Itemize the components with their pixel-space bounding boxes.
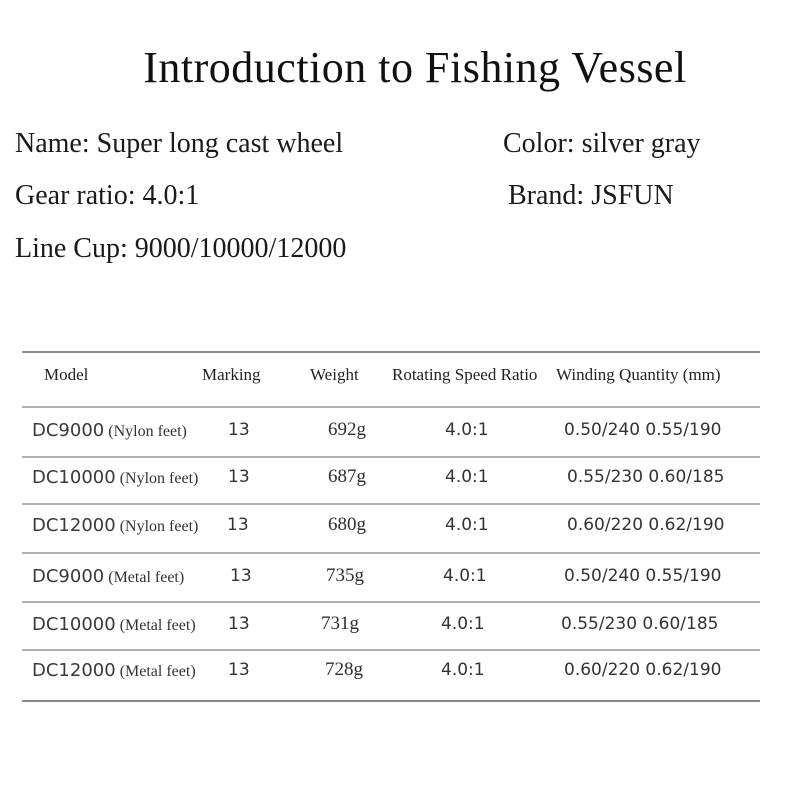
header-model: Model	[44, 365, 89, 384]
model-code: DC12000	[32, 660, 116, 681]
header-winding-quantity: Winding Quantity (mm)	[556, 365, 721, 384]
info-line-cup-label: Line Cup:	[15, 233, 128, 264]
table-cell-winding: 0.50/240 0.55/190	[564, 420, 722, 440]
info-brand-label: Brand:	[508, 180, 585, 211]
table-cell-winding: 0.60/220 0.62/190	[567, 515, 725, 535]
table-cell-winding: 0.60/220 0.62/190	[564, 660, 722, 680]
table-cell-ratio: 4.0:1	[445, 467, 489, 487]
table-cell-marking: 13	[228, 467, 250, 487]
table-cell-model	[32, 614, 196, 635]
table-cell-model	[32, 515, 198, 536]
table-cell-weight: 692g	[328, 419, 366, 440]
info-color-label: Color:	[503, 128, 575, 159]
model-feet-type: (Nylon feet)	[119, 518, 199, 535]
model-code: DC10000	[32, 614, 116, 635]
info-line-cup-value: 9000/10000/12000	[134, 233, 347, 264]
table-cell-weight: 735g	[326, 565, 364, 586]
info-name-value: Super long cast wheel	[96, 128, 344, 159]
row-separator-rule	[22, 552, 760, 554]
page-title: Introduction to Fishing Vessel	[143, 43, 687, 92]
table-cell-winding: 0.55/230 0.60/185	[567, 467, 725, 487]
model-code: DC10000	[32, 467, 116, 488]
model-feet-type: (Metal feet)	[119, 663, 196, 680]
row-separator-rule	[22, 601, 760, 603]
table-cell-ratio: 4.0:1	[443, 566, 487, 586]
table-cell-marking: 13	[228, 614, 250, 634]
model-code: DC9000	[32, 566, 105, 587]
info-color-value: silver gray	[581, 128, 701, 159]
table-cell-weight: 731g	[321, 613, 359, 634]
model-code: DC12000	[32, 515, 116, 536]
table-cell-weight: 728g	[325, 659, 363, 680]
table-cell-winding: 0.50/240 0.55/190	[564, 566, 722, 586]
row-separator-rule	[22, 456, 760, 458]
info-gear-ratio-label: Gear ratio:	[15, 180, 136, 211]
header-marking: Marking	[202, 365, 261, 384]
table-cell-marking: 13	[228, 420, 250, 440]
table-cell-ratio: 4.0:1	[441, 660, 485, 680]
row-separator-rule	[22, 649, 760, 651]
model-feet-type: (Metal feet)	[108, 569, 185, 586]
table-cell-weight: 687g	[328, 466, 366, 487]
info-brand-value: JSFUN	[591, 180, 674, 211]
table-cell-model	[32, 660, 196, 681]
info-gear-ratio-value: 4.0:1	[142, 180, 200, 211]
info-name-label: Name:	[15, 128, 90, 159]
table-cell-ratio: 4.0:1	[441, 614, 485, 634]
table-cell-marking: 13	[230, 566, 252, 586]
header-weight: Weight	[310, 365, 359, 384]
model-feet-type: (Nylon feet)	[108, 423, 187, 440]
table-cell-marking: 13	[228, 660, 250, 680]
table-cell-model	[32, 566, 184, 587]
table-cell-ratio: 4.0:1	[445, 420, 489, 440]
header-rule	[22, 406, 760, 408]
table-cell-model	[32, 420, 187, 441]
row-separator-rule	[22, 503, 760, 505]
model-feet-type: (Metal feet)	[119, 617, 196, 634]
table-cell-weight: 680g	[328, 514, 366, 535]
table-top-rule	[22, 351, 760, 353]
table-cell-marking: 13	[227, 515, 249, 535]
table-cell-ratio: 4.0:1	[445, 515, 489, 535]
header-rotating-speed-ratio: Rotating Speed Ratio	[392, 365, 538, 384]
table-bottom-rule	[22, 700, 760, 702]
table-cell-model	[32, 467, 198, 488]
model-feet-type: (Nylon feet)	[119, 470, 199, 487]
model-code: DC9000	[32, 420, 105, 441]
table-cell-winding: 0.55/230 0.60/185	[561, 614, 719, 634]
